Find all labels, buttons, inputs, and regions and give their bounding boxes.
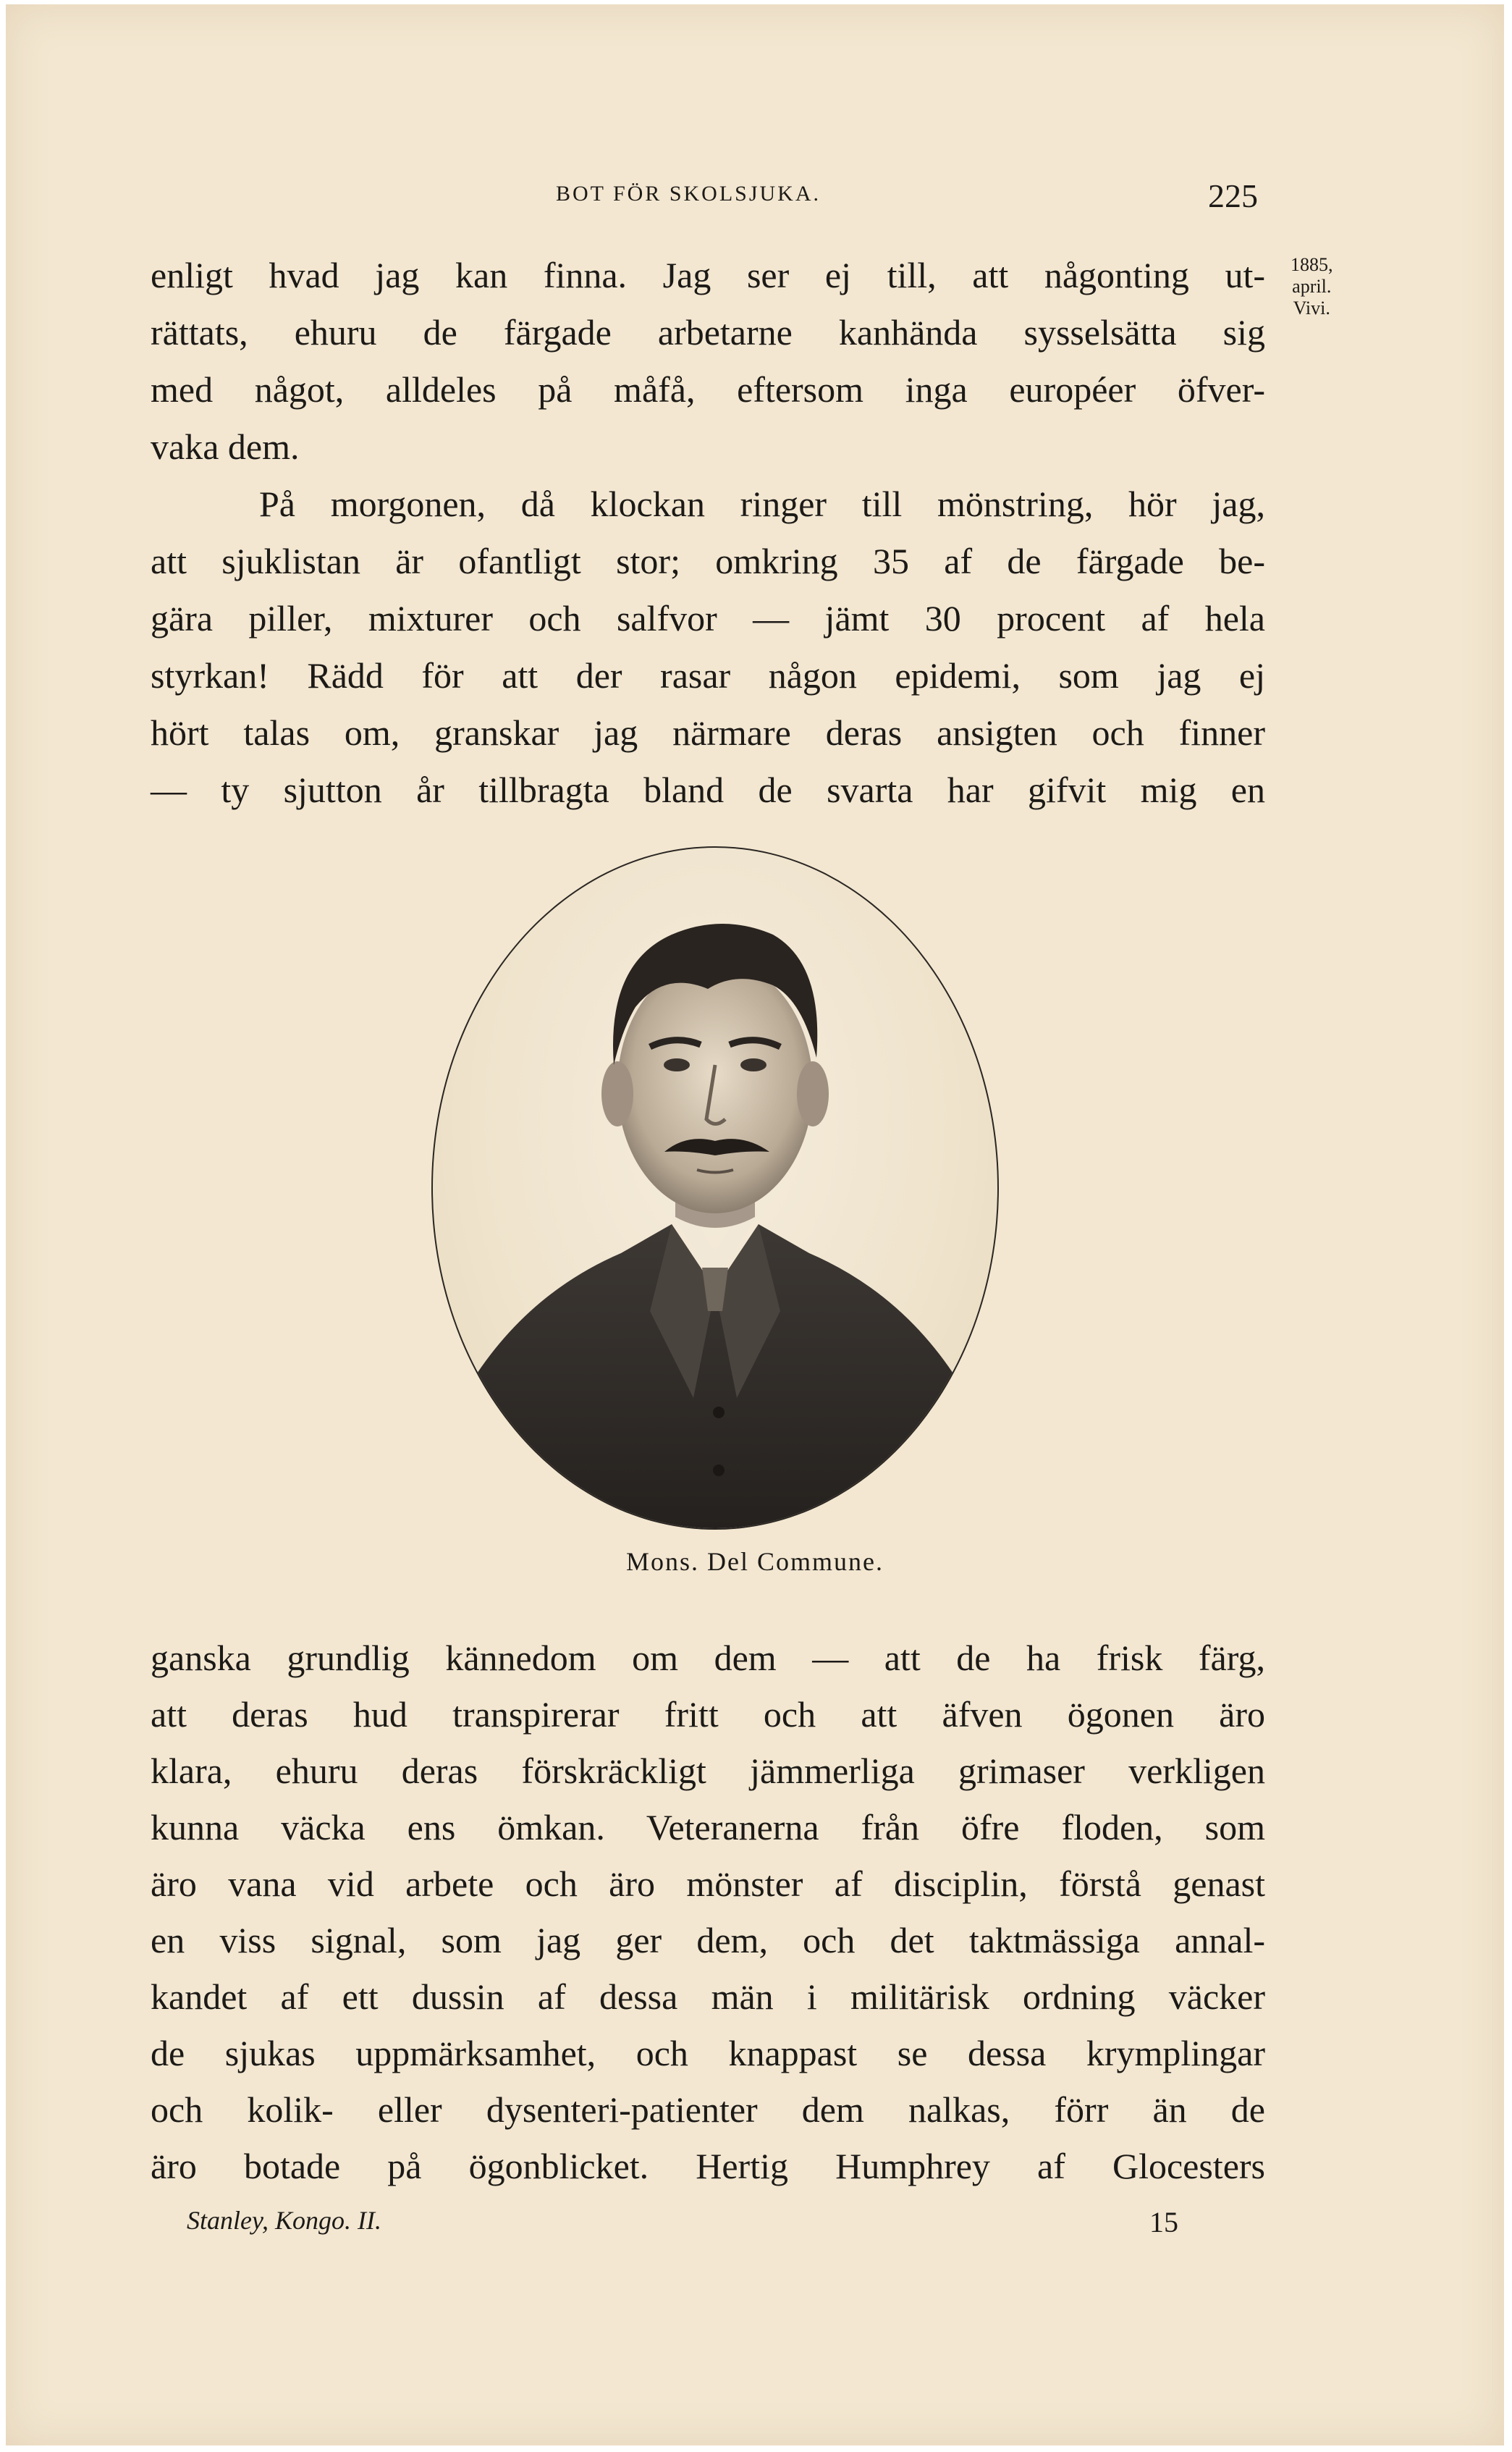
text-line: äro vana vid arbete och äro mönster af disciplin, förstå genast	[151, 1863, 1265, 1904]
margin-note	[1291, 254, 1333, 319]
text-line: hört talas om, granskar jag närmare deras ansigten och finner	[151, 712, 1265, 753]
text-block-top	[151, 247, 1265, 819]
text-line: kandet af ett dussin af dessa män i militärisk ordning väcker	[151, 1976, 1265, 2017]
margin-note-year: 1885,	[1291, 254, 1333, 275]
portrait-engraving	[433, 848, 997, 1528]
text-line: — ty sjutton år tillbragta bland de svarta har gifvit mig en	[151, 770, 1265, 810]
page-number: 225	[1208, 177, 1258, 214]
portrait-illustration	[431, 846, 999, 1530]
running-title: BOT FÖR SKOLSJUKA.	[556, 182, 822, 206]
text-line: ganska grundlig kännedom om dem — att de ha frisk färg,	[151, 1638, 1265, 1678]
text-line: de sjukas uppmärksamhet, och knappast se dessa krymplingar	[151, 2033, 1265, 2073]
text-line: enligt hvad jag kan finna. Jag ser ej till, att någonting ut-	[151, 255, 1265, 295]
text-line: med något, alldeles på måfå, eftersom inga européer öfver-	[151, 369, 1265, 410]
margin-note-place: Vivi.	[1293, 298, 1330, 319]
text-line: vaka dem.	[151, 426, 300, 467]
text-line: att sjuklistan är ofantligt stor; omkring 35 af de färgade be-	[151, 541, 1265, 581]
text-block-bottom	[151, 1630, 1265, 2194]
margin-note-month: april.	[1292, 276, 1332, 297]
text-line: rättats, ehuru de färgade arbetarne kanhända sysselsätta sig	[151, 312, 1265, 353]
text-line: styrkan! Rädd för att der rasar någon epidemi, som jag ej	[151, 655, 1265, 696]
text-line: och kolik- eller dysenteri-patienter dem nalkas, förr än de	[151, 2089, 1265, 2130]
book-page	[6, 4, 1504, 2445]
text-line: klara, ehuru deras förskräckligt jämmerliga grimaser verkligen	[151, 1750, 1265, 1791]
text-line: en viss signal, som jag ger dem, och det taktmässiga annal-	[151, 1920, 1265, 1960]
figure-caption: Mons. Del Commune.	[626, 1547, 884, 1576]
text-line: att deras hud transpirerar fritt och att äfven ögonen äro	[151, 1694, 1265, 1735]
text-line: gära piller, mixturer och salfvor — jämt 30 procent af hela	[151, 598, 1265, 639]
footer-signature: Stanley, Kongo. II.	[187, 2206, 381, 2235]
text-line: kunna väcka ens ömkan. Veteranerna från öfre floden, som	[151, 1807, 1265, 1848]
footer-sheet-number: 15	[1149, 2206, 1178, 2238]
text-line: äro botade på ögonblicket. Hertig Humphrey af Glocesters	[151, 2146, 1265, 2186]
text-line: På morgonen, då klockan ringer till mönstring, hör jag,	[259, 484, 1265, 524]
